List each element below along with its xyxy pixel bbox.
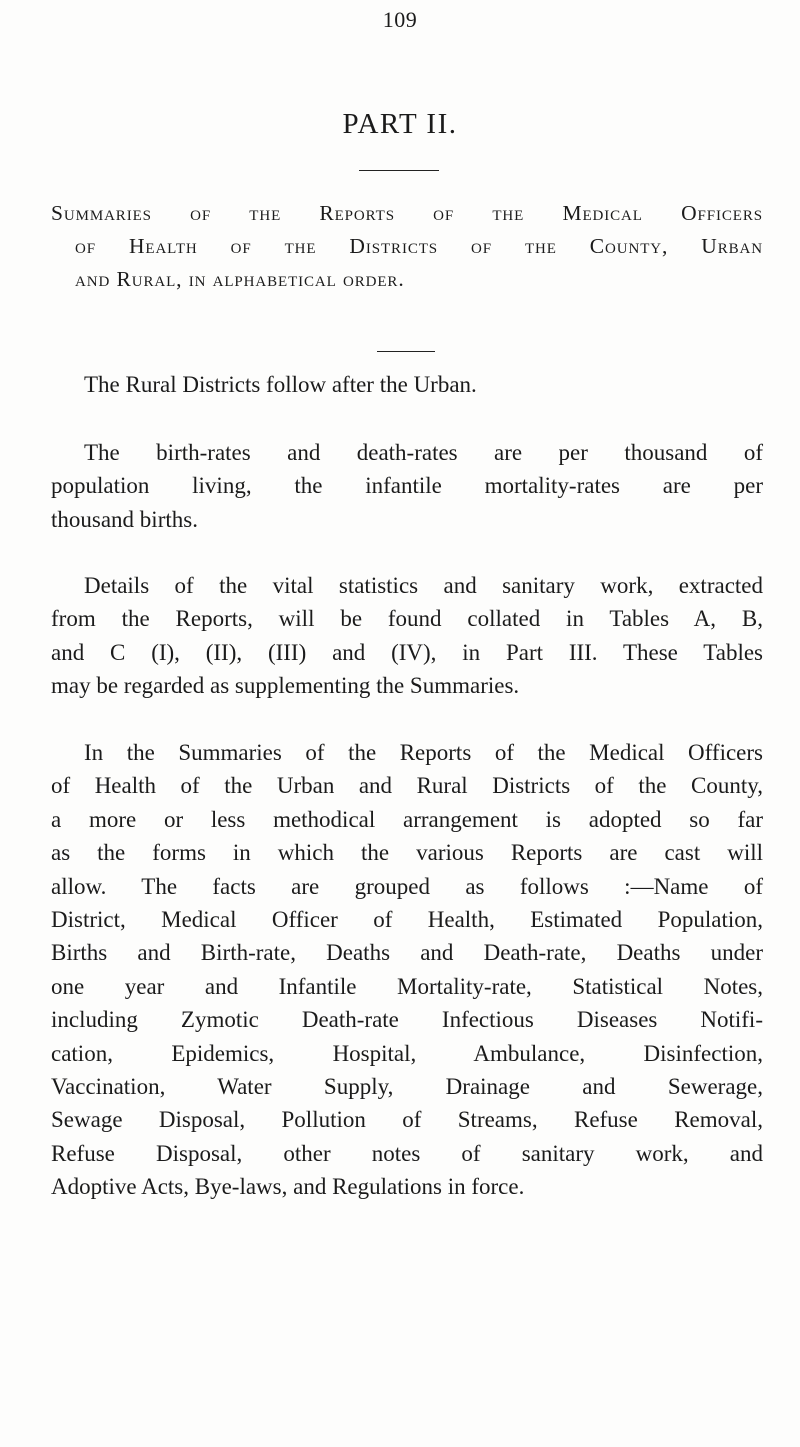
paragraph-line: thousand births.	[51, 506, 198, 532]
paragraph-line: District, Medical Officer of Health, Estimated Population,	[51, 907, 763, 933]
paragraph-line: Details of the vital statistics and sanitary work, extracted	[84, 573, 763, 598]
paragraph-line: Sewage Disposal, Pollution of Streams, Refuse Removal,	[51, 1107, 763, 1133]
paragraph-line: allow. The facts are grouped as follows :—Name of	[51, 873, 763, 899]
paragraph-line: of Health of the Urban and Rural Districts of the County,	[51, 773, 763, 799]
paragraph-line: population living, the infantile mortality-rates are per	[51, 473, 763, 499]
paragraph-rural-districts	[51, 368, 763, 401]
title-divider	[359, 170, 439, 171]
section-subtitle	[51, 197, 763, 296]
paragraph-line: The Rural Districts follow after the Urban.	[84, 372, 477, 397]
paragraph-line: including Zymotic Death-rate Infectious Diseases Notifi-	[51, 1007, 763, 1033]
subtitle-divider	[377, 351, 435, 352]
paragraph-line: Refuse Disposal, other notes of sanitary work, and	[51, 1140, 763, 1166]
paragraph-summaries	[51, 736, 763, 1204]
paragraph-line: one year and Infantile Mortality-rate, Statistical Notes,	[51, 973, 763, 999]
paragraph-line: The birth-rates and death-rates are per thousand of	[84, 440, 763, 465]
subtitle-line: and Rural, in alphabetical order.	[75, 267, 405, 291]
paragraph-line: a more or less methodical arrangement is adopted so far	[51, 806, 763, 832]
paragraph-line: and C (I), (II), (III) and (IV), in Part III. These Tables	[51, 639, 763, 665]
subtitle-line: of Health of the Districts of the County, Urban	[75, 234, 763, 258]
paragraph-line: cation, Epidemics, Hospital, Ambulance, Disinfection,	[51, 1040, 763, 1066]
paragraph-details	[51, 569, 763, 703]
part-title: PART II.	[342, 108, 458, 140]
subtitle-line: Summaries of the Reports of the Medical Officers	[51, 201, 763, 225]
paragraph-line: Adoptive Acts, Bye-laws, and Regulations in force.	[51, 1174, 525, 1200]
page-number: 109	[382, 7, 418, 32]
paragraph-line: from the Reports, will be found collated in Tables A, B,	[51, 606, 763, 632]
paragraph-line: Vaccination, Water Supply, Drainage and Sewerage,	[51, 1074, 763, 1100]
paragraph-line: In the Summaries of the Reports of the Medical Officers	[84, 740, 763, 765]
paragraph-rates	[51, 436, 763, 536]
paragraph-line: may be regarded as supplementing the Summaries.	[51, 673, 520, 699]
paragraph-line: as the forms in which the various Reports are cast will	[51, 840, 763, 866]
paragraph-line: Births and Birth-rate, Deaths and Death-rate, Deaths under	[51, 940, 763, 966]
